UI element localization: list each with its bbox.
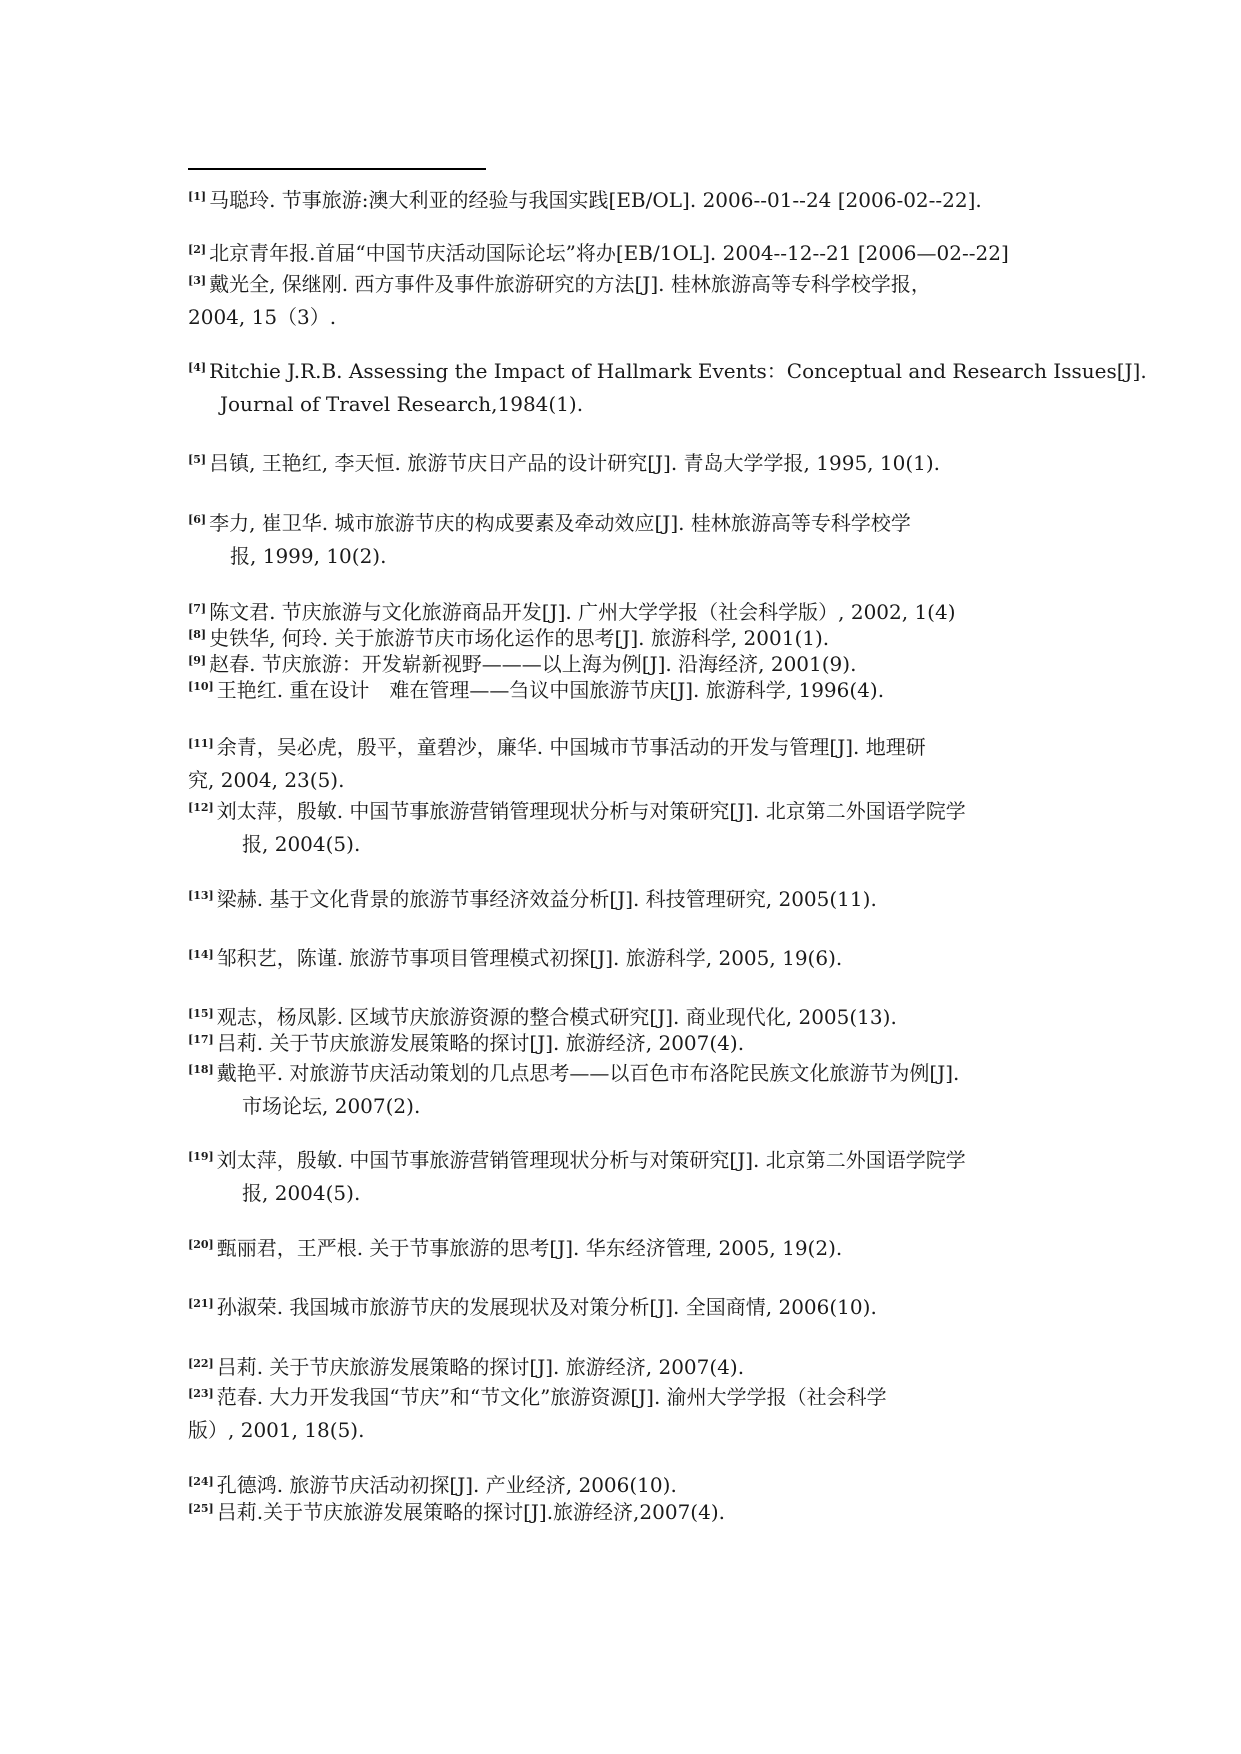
footnote-mark: [6]	[188, 513, 207, 526]
footnote-3	[188, 264, 1068, 334]
footnote-mark: [22]	[188, 1357, 214, 1370]
footnote-text-cont: 市场论坛, 2007(2).	[242, 1094, 421, 1118]
footnote-text-cont: 版）, 2001, 18(5).	[188, 1418, 365, 1442]
footnote-mark: [19]	[188, 1150, 214, 1163]
footnote-text: 陈文君. 节庆旅游与文化旅游商品开发[J]. 广州大学学报（社会科学版）, 2002, 1(4)	[209, 600, 956, 624]
footnote-mark: [3]	[188, 274, 207, 287]
footnote-mark: [7]	[188, 602, 207, 615]
footnote-text: 观志，杨凤影. 区域节庆旅游资源的整合模式研究[J]. 商业现代化, 2005(13).	[216, 1005, 897, 1029]
footnote-mark: [17]	[188, 1033, 214, 1046]
footnote-text: 王艳红. 重在设计 难在管理——刍议中国旅游节庆[J]. 旅游科学, 1996(4).	[216, 678, 885, 702]
footnote-text: 北京青年报.首届“中国节庆活动国际论坛”将办[EB/1OL]. 2004--12--21 [2006—02--22]	[209, 241, 1009, 265]
footnote-text: 邹积艺，陈谨. 旅游节事项目管理模式初探[J]. 旅游科学, 2005, 19(6).	[216, 946, 843, 970]
footnote-text-cont: 报, 1999, 10(2).	[230, 544, 387, 568]
footnote-mark: [12]	[188, 801, 214, 814]
footnote-mark: [14]	[188, 948, 214, 961]
footnote-23	[188, 1377, 1068, 1447]
footnote-text-cont: Journal of Travel Research,1984(1).	[220, 392, 584, 416]
footnote-13	[188, 879, 1068, 916]
footnote-text: 马聪玲. 节事旅游:澳大利亚的经验与我国实践[EB/OL]. 2006--01--24 [2006-02--22].	[209, 188, 982, 212]
footnote-text: 赵春. 节庆旅游：开发崭新视野———以上海为例[J]. 沿海经济, 2001(9).	[209, 652, 857, 676]
footnote-text-cont: 报, 2004(5).	[242, 1181, 361, 1205]
footnote-mark: [15]	[188, 1007, 214, 1020]
footnote-text-cont: 究, 2004, 23(5).	[188, 768, 345, 792]
footnote-21	[188, 1287, 1068, 1324]
footnote-12	[188, 791, 1068, 861]
footnote-text: 余青，吴必虎，殷平，童碧沙，廉华. 中国城市节事活动的开发与管理[J]. 地理研	[216, 735, 926, 759]
footnote-text: 吕莉.关于节庆旅游发展策略的探讨[J].旅游经济,2007(4).	[216, 1500, 725, 1524]
footnote-mark: [18]	[188, 1063, 214, 1076]
footnote-text: 吕莉. 关于节庆旅游发展策略的探讨[J]. 旅游经济, 2007(4).	[216, 1355, 745, 1379]
footnote-text: 孔德鸿. 旅游节庆活动初探[J]. 产业经济, 2006(10).	[216, 1473, 677, 1497]
footnote-25	[188, 1492, 1068, 1529]
footnote-20	[188, 1228, 1068, 1265]
footnote-text: 孙淑荣. 我国城市旅游节庆的发展现状及对策分析[J]. 全国商情, 2006(10).	[216, 1295, 877, 1319]
footnote-separator	[188, 168, 486, 170]
footnote-mark: [24]	[188, 1475, 214, 1488]
footnote-text: 史铁华, 何玲. 关于旅游节庆市场化运作的思考[J]. 旅游科学, 2001(1).	[209, 626, 830, 650]
footnote-mark: [20]	[188, 1238, 214, 1251]
footnote-mark: [5]	[188, 453, 207, 466]
footnote-mark: [13]	[188, 889, 214, 902]
footnote-19	[188, 1140, 1068, 1210]
footnote-4	[188, 351, 1147, 421]
footnote-text: 戴光全, 保继刚. 西方事件及事件旅游研究的方法[J]. 桂林旅游高等专科学校学报，	[209, 272, 931, 296]
footnote-text-cont: 报, 2004(5).	[242, 832, 361, 856]
footnote-mark: [11]	[188, 737, 214, 750]
footnote-text: 甄丽君，王严根. 关于节事旅游的思考[J]. 华东经济管理, 2005, 19(2).	[216, 1236, 843, 1260]
footnote-6	[188, 503, 1068, 573]
footnote-mark: [10]	[188, 680, 214, 693]
footnote-text: 刘太萍，殷敏. 中国节事旅游营销管理现状分析与对策研究[J]. 北京第二外国语学院学	[216, 799, 966, 823]
footnote-18	[188, 1053, 1068, 1123]
footnote-mark: [23]	[188, 1387, 214, 1400]
footnote-1	[188, 180, 1068, 217]
footnote-mark: [4]	[188, 361, 207, 374]
footnote-text-cont: 2004, 15（3）.	[188, 305, 337, 329]
footnote-mark: [2]	[188, 243, 207, 256]
footnote-text: 吕镇, 王艳红, 李天恒. 旅游节庆日产品的设计研究[J]. 青岛大学学报, 1995, 10(1).	[209, 451, 941, 475]
footnote-5	[188, 443, 1068, 480]
footnote-text: 刘太萍，殷敏. 中国节事旅游营销管理现状分析与对策研究[J]. 北京第二外国语学院学	[216, 1148, 966, 1172]
footnote-text: 戴艳平. 对旅游节庆活动策划的几点思考——以百色市布洛陀民族文化旅游节为例[J].	[216, 1061, 960, 1085]
footnote-text: 吕莉. 关于节庆旅游发展策略的探讨[J]. 旅游经济, 2007(4).	[216, 1031, 745, 1055]
footnote-10	[188, 670, 1068, 707]
footnote-text: 李力, 崔卫华. 城市旅游节庆的构成要素及牵动效应[J]. 桂林旅游高等专科学校学	[209, 511, 911, 535]
footnote-11	[188, 727, 1068, 797]
footnote-mark: [21]	[188, 1297, 214, 1310]
footnote-mark: [1]	[188, 190, 207, 203]
footnote-mark: [25]	[188, 1502, 214, 1515]
footnote-mark: [9]	[188, 654, 207, 667]
footnote-text: 梁赫. 基于文化背景的旅游节事经济效益分析[J]. 科技管理研究, 2005(11).	[216, 887, 877, 911]
footnote-text: 范春. 大力开发我国“节庆”和“节文化”旅游资源[J]. 渝州大学学报（社会科学	[216, 1385, 887, 1409]
footnote-14	[188, 938, 1068, 975]
footnote-text: Ritchie J.R.B. Assessing the Impact of Hallmark Events：Conceptual and Research Issues[J].	[209, 359, 1147, 383]
footnote-mark: [8]	[188, 628, 207, 641]
